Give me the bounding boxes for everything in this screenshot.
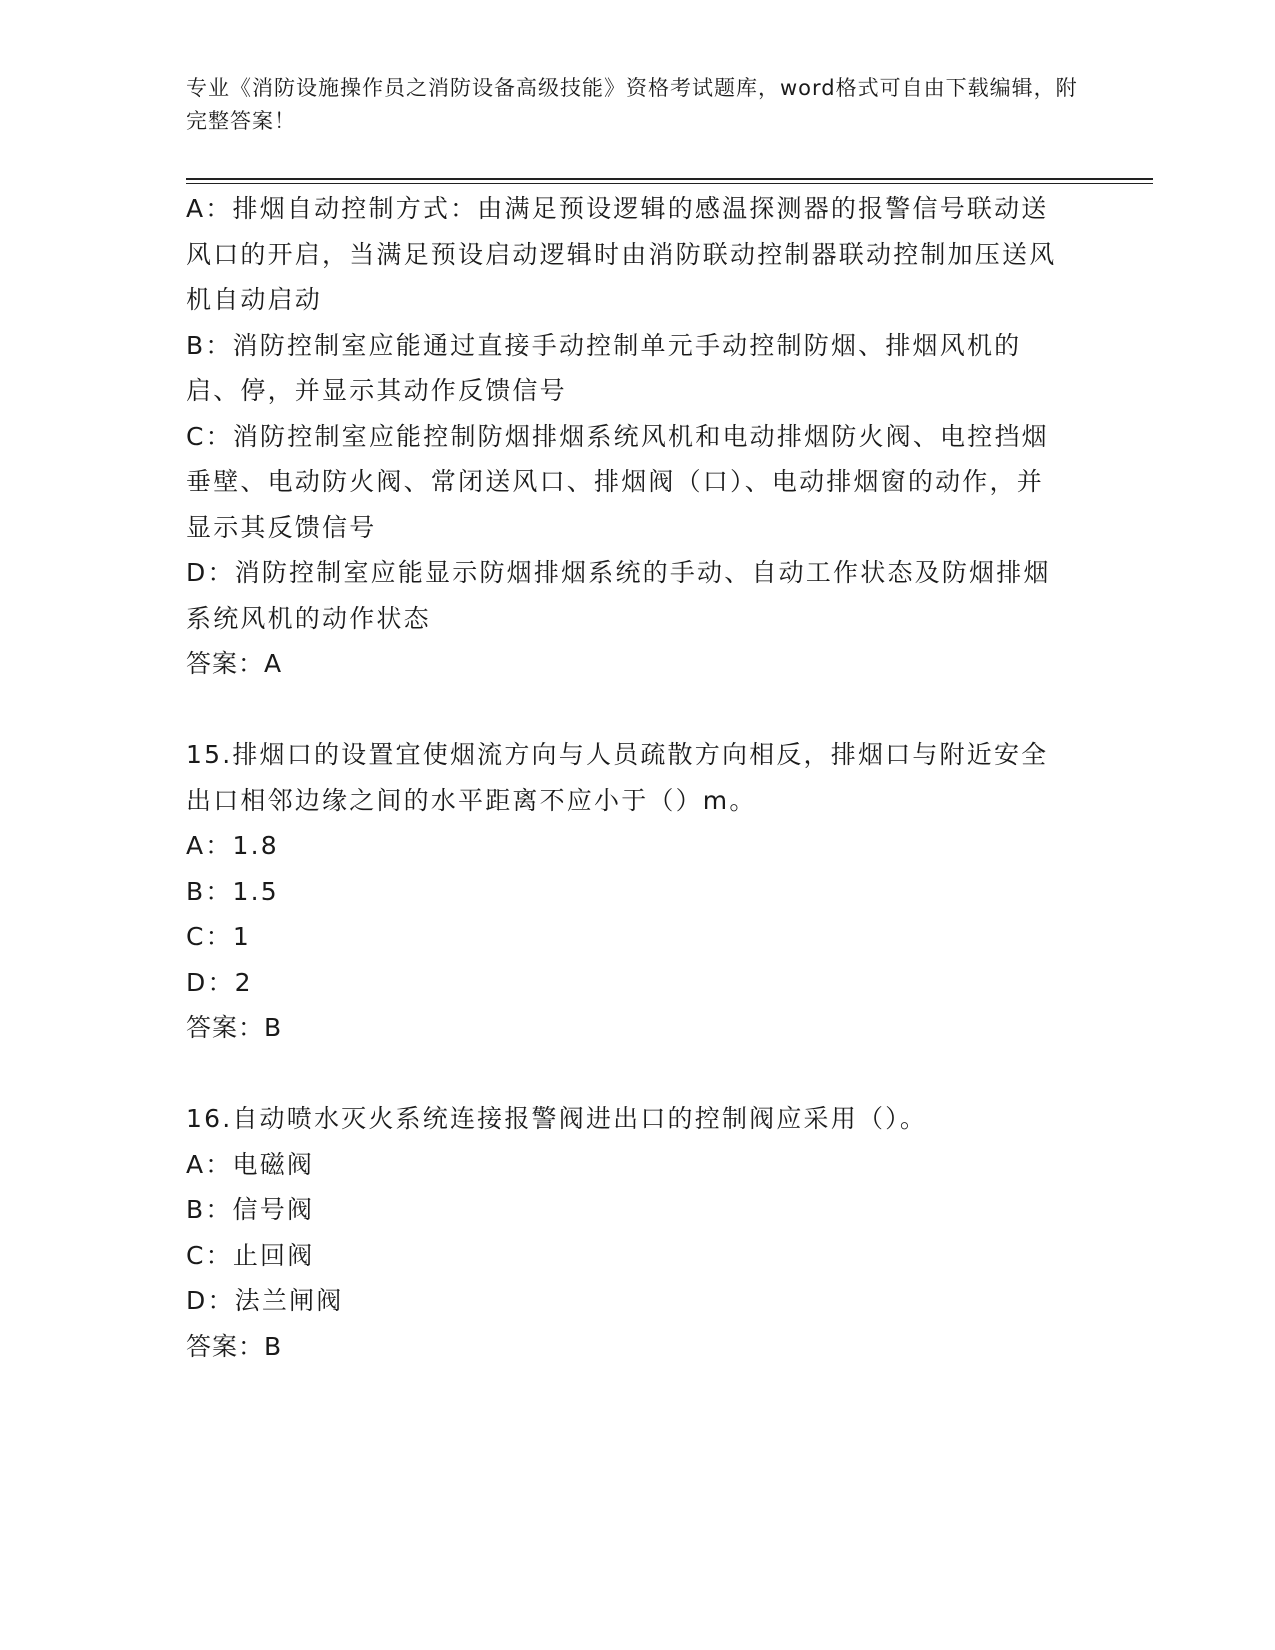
question-content <box>186 186 1066 1369</box>
option-c: C：消防控制室应能控制防烟排烟系统风机和电动排烟防火阀、电控挡烟垂壁、电动防火阀、常闭送风口、排烟阀（口）、电动排烟窗的动作，并显示其反馈信号 <box>186 421 1049 542</box>
option-c: C：1 <box>186 922 251 951</box>
option-b: B：信号阀 <box>186 1195 315 1224</box>
question-14-block <box>186 186 1066 687</box>
spacer <box>186 1051 1066 1097</box>
header-divider-thick <box>186 178 1153 180</box>
option-a: A：排烟自动控制方式：由满足预设逻辑的感温探测器的报警信号联动送风口的开启，当满足预设启动逻辑时由消防联动控制器联动控制加压送风机自动启动 <box>186 194 1057 314</box>
option-c: C：止回阀 <box>186 1240 315 1270</box>
question-text: 15.排烟口的设置宜使烟流方向与人员疏散方向相反，排烟口与附近安全出口相邻边缘之间的水平距离不应小于（）m。 <box>186 740 1049 815</box>
answer-label: 答案：B <box>186 1331 283 1361</box>
option-b: B：1.5 <box>186 876 279 906</box>
answer-label: 答案：B <box>186 1013 283 1042</box>
question-text: 16.自动喷水灭火系统连接报警阀进出口的控制阀应采用（）。 <box>186 1104 928 1133</box>
answer-label: 答案：A <box>186 649 283 678</box>
spacer <box>186 687 1066 733</box>
option-a: A：电磁阀 <box>186 1149 315 1179</box>
option-d: D：消防控制室应能显示防烟排烟系统的手动、自动工作状态及防烟排烟系统风机的动作状态 <box>186 558 1051 633</box>
option-a: A：1.8 <box>186 831 279 860</box>
document-header: 专业《消防设施操作员之消防设备高级技能》资格考试题库，word格式可自由下载编辑，附完整答案！ <box>186 76 1078 133</box>
option-d: D：2 <box>186 967 253 997</box>
question-16-block <box>186 1096 1066 1369</box>
option-d: D：法兰闸阀 <box>186 1286 344 1315</box>
question-15-block <box>186 732 1066 1051</box>
option-b: B：消防控制室应能通过直接手动控制单元手动控制防烟、排烟风机的启、停，并显示其动作反馈信号 <box>186 330 1022 405</box>
header-divider-thin <box>186 183 1153 184</box>
